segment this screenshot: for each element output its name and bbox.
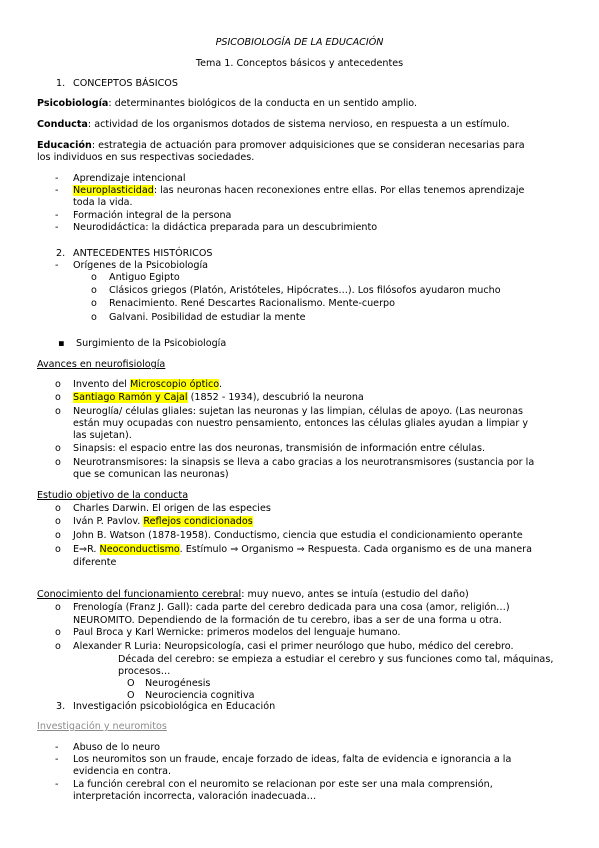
- text: : muy nuevo, antes se intuía (estudio del daño): [241, 589, 469, 600]
- list-item-cont: Década del cerebro: se empieza a estudiar el cerebro y sus funciones como tal, máquinas,: [118, 654, 554, 665]
- list-item: Aprendizaje intencional: [73, 173, 186, 184]
- circle-bullet: o: [55, 379, 61, 390]
- list-item: Clásicos griegos (Platón, Aristóteles, Hipócrates…). Los filósofos ayudaron mucho: [109, 285, 501, 296]
- investigacion-heading: Investigación y neuromitos: [37, 721, 167, 732]
- list-item: Frenología (Franz J. Gall): cada parte del cerebro dedicada para una cosa (amor, religión…): [73, 602, 510, 613]
- list-item: [73, 185, 524, 197]
- circle-bullet: O: [127, 690, 135, 701]
- circle-bullet: o: [55, 443, 61, 454]
- dash-bullet: -: [55, 742, 59, 753]
- list-item: Renacimiento. René Descartes Racionalismo. Mente-cuerpo: [109, 298, 395, 309]
- highlight: Santiago Ramón y Cajal: [73, 392, 188, 403]
- dash-bullet: -: [55, 210, 59, 221]
- circle-bullet: o: [91, 285, 97, 296]
- section-3-heading: Investigación psicobiológica en Educación: [73, 701, 276, 712]
- text: : las neuronas hacen reconexiones entre ellas. Por ellas tenemos aprendizaje: [153, 185, 525, 196]
- definition-text: : estrategia de actuación para promover adquisiciones que se consideran necesarias para: [91, 140, 525, 151]
- highlight: Neuroplasticidad: [73, 185, 154, 196]
- highlight: Microscopio óptico: [129, 379, 219, 390]
- text: .: [218, 379, 223, 390]
- avances-heading: Avances en neurofisiología: [37, 359, 166, 370]
- list-item-cont: NEUROMITO. Dependiendo de la formación de tu cerebro, ibas a ser de una forma u otra.: [73, 615, 502, 626]
- circle-bullet: o: [91, 312, 97, 323]
- section-3-number: 3.: [56, 701, 66, 712]
- text: E⇒R.: [73, 544, 100, 555]
- cerebral-heading-line: [37, 589, 469, 601]
- circle-bullet: o: [55, 457, 61, 468]
- circle-bullet: o: [55, 641, 61, 652]
- dash-bullet: -: [55, 173, 59, 184]
- circle-bullet: o: [55, 627, 61, 638]
- cerebral-heading: Conocimiento del funcionamiento cerebral: [37, 589, 242, 600]
- circle-bullet: O: [127, 678, 135, 689]
- definition-text: : determinantes biológicos de la conducta en un sentido amplio.: [108, 98, 418, 109]
- list-item: Sinapsis: el espacio entre las dos neuronas, transmisión de información entre células.: [73, 443, 486, 454]
- definition-educacion: [37, 140, 525, 152]
- list-item: Galvani. Posibilidad de estudiar la mente: [109, 312, 306, 323]
- section-2-heading: ANTECEDENTES HISTÓRICOS: [73, 248, 213, 259]
- list-item: [73, 544, 532, 556]
- list-item-cont: toda la vida.: [73, 197, 133, 208]
- section-1-heading: CONCEPTOS BÁSICOS: [73, 78, 178, 89]
- circle-bullet: o: [91, 298, 97, 309]
- dash-bullet: -: [55, 222, 59, 233]
- section-2-number: 2.: [56, 248, 66, 259]
- list-item: [73, 379, 222, 391]
- dash-bullet: -: [55, 260, 59, 271]
- circle-bullet: o: [55, 530, 61, 541]
- document-title: PSICOBIOLOGÍA DE LA EDUCACIÓN: [215, 37, 384, 48]
- list-item: Neurodidáctica: la didáctica preparada para un descubrimiento: [73, 222, 378, 233]
- list-item: Antiguo Egipto: [109, 272, 180, 283]
- list-item-cont: interpretación incorrecta, valoración inadecuada…: [73, 791, 317, 802]
- list-item: Alexander R Luria: Neuropsicología, casi el primer neurólogo que hubo, médico del cerebro.: [73, 641, 514, 652]
- list-item: Paul Broca y Karl Wernicke: primeros modelos del lenguaje humano.: [73, 627, 401, 638]
- list-item: Formación integral de la persona: [73, 210, 232, 221]
- text: Iván P. Pavlov.: [73, 516, 144, 527]
- circle-bullet: o: [55, 406, 61, 417]
- list-item-cont: que se comunican las neuronas): [73, 469, 229, 480]
- list-item-cont: evidencia en contra.: [73, 766, 172, 777]
- highlight: Neoconductismo: [99, 544, 180, 555]
- circle-bullet: o: [55, 516, 61, 527]
- list-item: Los neuromitos son un fraude, encaje forzado de ideas, falta de evidencia e ignorancia a la: [73, 754, 512, 765]
- list-item-cont: diferente: [73, 557, 117, 568]
- circle-bullet: o: [91, 272, 97, 283]
- document-subtitle: Tema 1. Conceptos básicos y antecedentes: [195, 58, 404, 69]
- list-item: Charles Darwin. El origen de las especies: [73, 503, 271, 514]
- list-item: John B. Watson (1878-1958). Conductismo, ciencia que estudia el condicionamiento operante: [73, 530, 523, 541]
- list-item: Neurogénesis: [145, 678, 211, 689]
- dash-bullet: -: [55, 754, 59, 765]
- definition-educacion-cont: los individuos en sus respectivas sociedades.: [37, 152, 255, 163]
- highlight: Reflejos condicionados: [143, 516, 253, 527]
- section-1-number: 1.: [56, 78, 66, 89]
- surgimiento-label: Surgimiento de la Psicobiología: [76, 338, 227, 349]
- list-item: [73, 392, 364, 404]
- circle-bullet: o: [55, 602, 61, 613]
- circle-bullet: o: [55, 544, 61, 555]
- term: Educación: [37, 140, 92, 151]
- dash-bullet: -: [55, 779, 59, 790]
- circle-bullet: o: [55, 503, 61, 514]
- list-item-cont: las sujetan).: [73, 430, 132, 441]
- estudio-heading: Estudio objetivo de la conducta: [37, 490, 189, 501]
- definition-psicobiologia: [37, 98, 417, 110]
- list-item-cont: están muy ocupadas con nuestro pensamiento, entonces las células gliales ayudan a limpiar y: [73, 418, 529, 429]
- list-item: Neurotransmisores: la sinapsis se lleva a cabo gracias a los neurotransmisores (sustancia por la: [73, 457, 535, 468]
- term: Psicobiología: [37, 98, 109, 109]
- definition-conducta: [37, 119, 510, 131]
- term: Conducta: [37, 119, 88, 130]
- text: Invento del: [73, 379, 130, 390]
- definition-text: : actividad de los organismos dotados de sistema nervioso, en respuesta a un estímulo.: [87, 119, 510, 130]
- circle-bullet: o: [55, 392, 61, 403]
- text: . Estímulo ⇒ Organismo ⇒ Respuesta. Cada organismo es de una manera: [179, 544, 532, 555]
- dash-bullet: -: [55, 185, 59, 196]
- square-bullet: ▪: [58, 338, 65, 349]
- list-item-cont: procesos…: [118, 666, 171, 677]
- list-item: Abuso de lo neuro: [73, 742, 160, 753]
- list-item: La función cerebral con el neuromito se relacionan por este ser una mala comprensión,: [73, 779, 493, 790]
- text: (1852 - 1934), descubrió la neurona: [187, 392, 364, 403]
- list-item: [73, 516, 253, 528]
- origenes-label: Orígenes de la Psicobiología: [73, 260, 209, 271]
- list-item: Neurociencia cognitiva: [145, 690, 255, 701]
- list-item: Neuroglía/ células gliales: sujetan las neuronas y las limpian, células de apoyo. (Las neuronas: [73, 406, 524, 417]
